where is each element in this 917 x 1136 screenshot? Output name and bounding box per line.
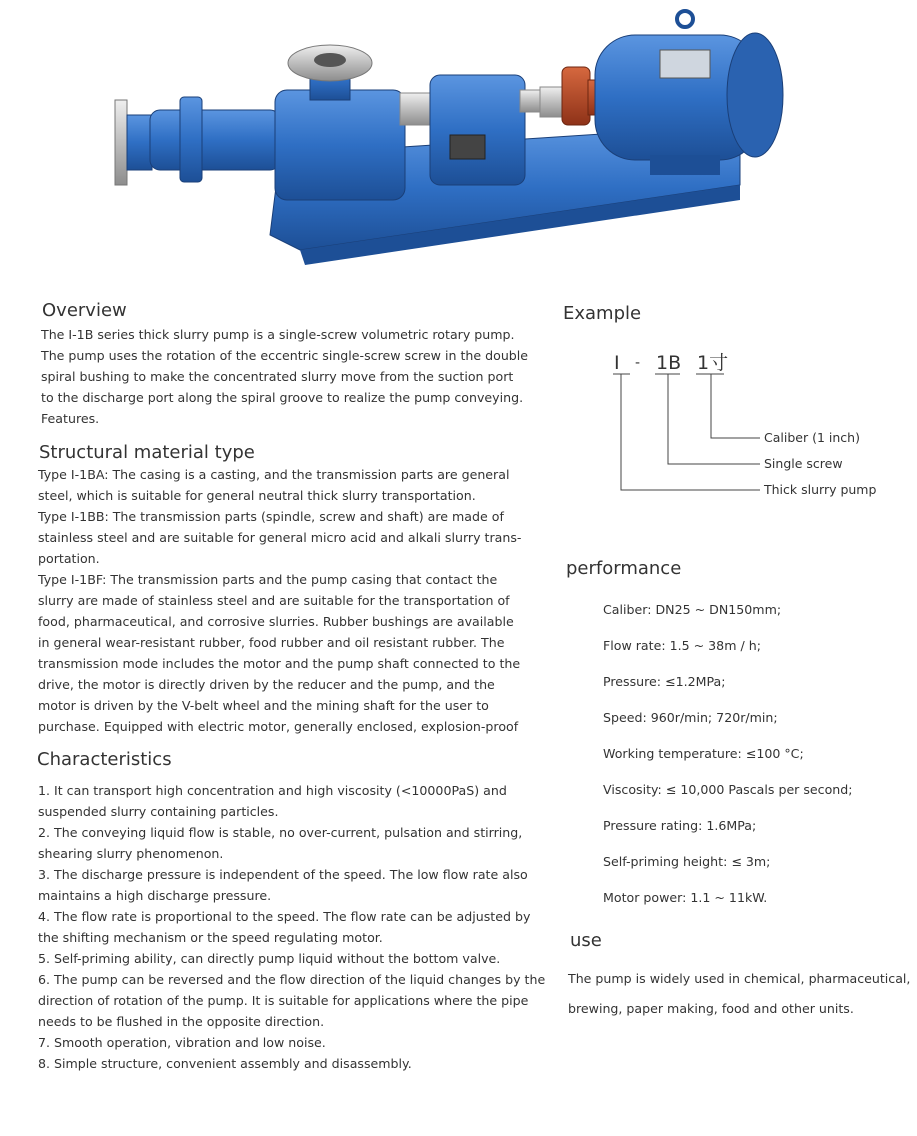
code-part-caliber: 1寸 [697,352,729,374]
structural-line: purchase. Equipped with electric motor, generally enclosed, explosion-proof [38,719,519,734]
characteristics-line: suspended slurry containing particles. [38,804,279,819]
label-single-screw: Single screw [764,456,843,471]
characteristics-line: direction of rotation of the pump. It is suitable for applications where the pipe [38,993,529,1008]
perf-pressure: Pressure: ≤1.2MPa; [603,674,726,689]
structural-line: slurry are made of stainless steel and are suitable for the transportation of [38,593,510,608]
perf-viscosity: Viscosity: ≤ 10,000 Pascals per second; [603,782,853,797]
code-part-dash: - [635,355,641,371]
characteristics-heading: Characteristics [37,749,172,770]
structural-line: portation. [38,551,100,566]
perf-self-priming-height: Self-priming height: ≤ 3m; [603,854,771,869]
characteristics-line: 8. Simple structure, convenient assembly and disassembly. [38,1056,412,1071]
structural-heading: Structural material type [39,442,255,463]
perf-speed: Speed: 960r/min; 720r/min; [603,710,778,725]
characteristics-line: 5. Self-priming ability, can directly pump liquid without the bottom valve. [38,951,501,966]
characteristics-line: 4. The flow rate is proportional to the speed. The flow rate can be adjusted by [38,909,531,924]
use-line: The pump is widely used in chemical, pharmaceutical, [568,971,911,986]
structural-line: Type I-1BF: The transmission parts and the pump casing that contact the [38,572,498,587]
use-line: brewing, paper making, food and other units. [568,1001,854,1016]
characteristics-line: maintains a high discharge pressure. [38,888,272,903]
structural-text [38,464,521,737]
example-heading: Example [563,303,642,324]
structural-line: stainless steel and are suitable for general micro acid and alkali slurry trans- [38,530,522,545]
coupling [562,67,590,125]
overview-heading: Overview [42,300,127,321]
structural-line: food, pharmaceutical, and corrosive slurries. Rubber bushings are available [38,614,514,629]
perf-caliber: Caliber: DN25 ~ DN150mm; [603,602,782,617]
overview-text [41,324,528,429]
characteristics-text [38,780,545,1074]
label-thick-slurry-pump: Thick slurry pump [764,482,877,497]
structural-line: transmission mode includes the motor and the pump shaft connected to the [38,656,521,671]
pump-casing [275,90,405,200]
code-part-type: I [614,352,620,374]
performance-heading: performance [566,558,682,579]
structural-line: steel, which is suitable for general neutral thick slurry transportation. [38,488,476,503]
overview-line: The I-1B series thick slurry pump is a single-screw volumetric rotary pump. [41,327,515,342]
characteristics-line: the shifting mechanism or the speed regulating motor. [38,930,383,945]
code-part-model: 1B [656,352,682,374]
use-heading: use [570,930,602,951]
suction-flange [115,100,127,185]
overview-line: The pump uses the rotation of the eccentric single-screw screw in the double [41,348,529,363]
overview-line: to the discharge port along the spiral groove to realize the pump conveying. [41,390,524,405]
product-image [100,5,800,275]
structural-line: drive, the motor is directly driven by the reducer and the pump, and the [38,677,495,692]
perf-flow-rate: Flow rate: 1.5 ~ 38m / h; [603,638,761,653]
characteristics-line: shearing slurry phenomenon. [38,846,224,861]
characteristics-line: 1. It can transport high concentration and high viscosity (<10000PaS) and [38,783,507,798]
bearing-housing [430,75,525,185]
characteristics-line: 6. The pump can be reversed and the flow direction of the liquid changes by the [38,972,546,987]
characteristics-line: needs to be flushed in the opposite direction. [38,1014,325,1029]
structural-line: Type I-1BB: The transmission parts (spindle, screw and shaft) are made of [38,509,504,524]
structural-line: in general wear-resistant rubber, food rubber and oil resistant rubber. The [38,635,505,650]
perf-pressure-rating: Pressure rating: 1.6MPa; [603,818,757,833]
characteristics-line: 2. The conveying liquid flow is stable, no over-current, pulsation and stirring, [38,825,523,840]
perf-working-temperature: Working temperature: ≤100 °C; [603,746,804,761]
characteristics-line: 7. Smooth operation, vibration and low noise. [38,1035,326,1050]
characteristics-line: 3. The discharge pressure is independent of the speed. The low flow rate also [38,867,528,882]
perf-motor-power: Motor power: 1.1 ~ 11kW. [603,890,768,905]
stator-barrel [150,110,280,170]
overview-line: spiral bushing to make the concentrated slurry move from the suction port [41,369,514,384]
structural-line: Type I-1BA: The casing is a casting, and the transmission parts are general [38,467,510,482]
overview-line: Features. [41,411,100,426]
use-text [568,964,910,1024]
label-caliber: Caliber (1 inch) [764,430,860,445]
model-code-diagram [600,345,900,505]
structural-line: motor is driven by the V-belt wheel and the mining shaft for the user to [38,698,489,713]
